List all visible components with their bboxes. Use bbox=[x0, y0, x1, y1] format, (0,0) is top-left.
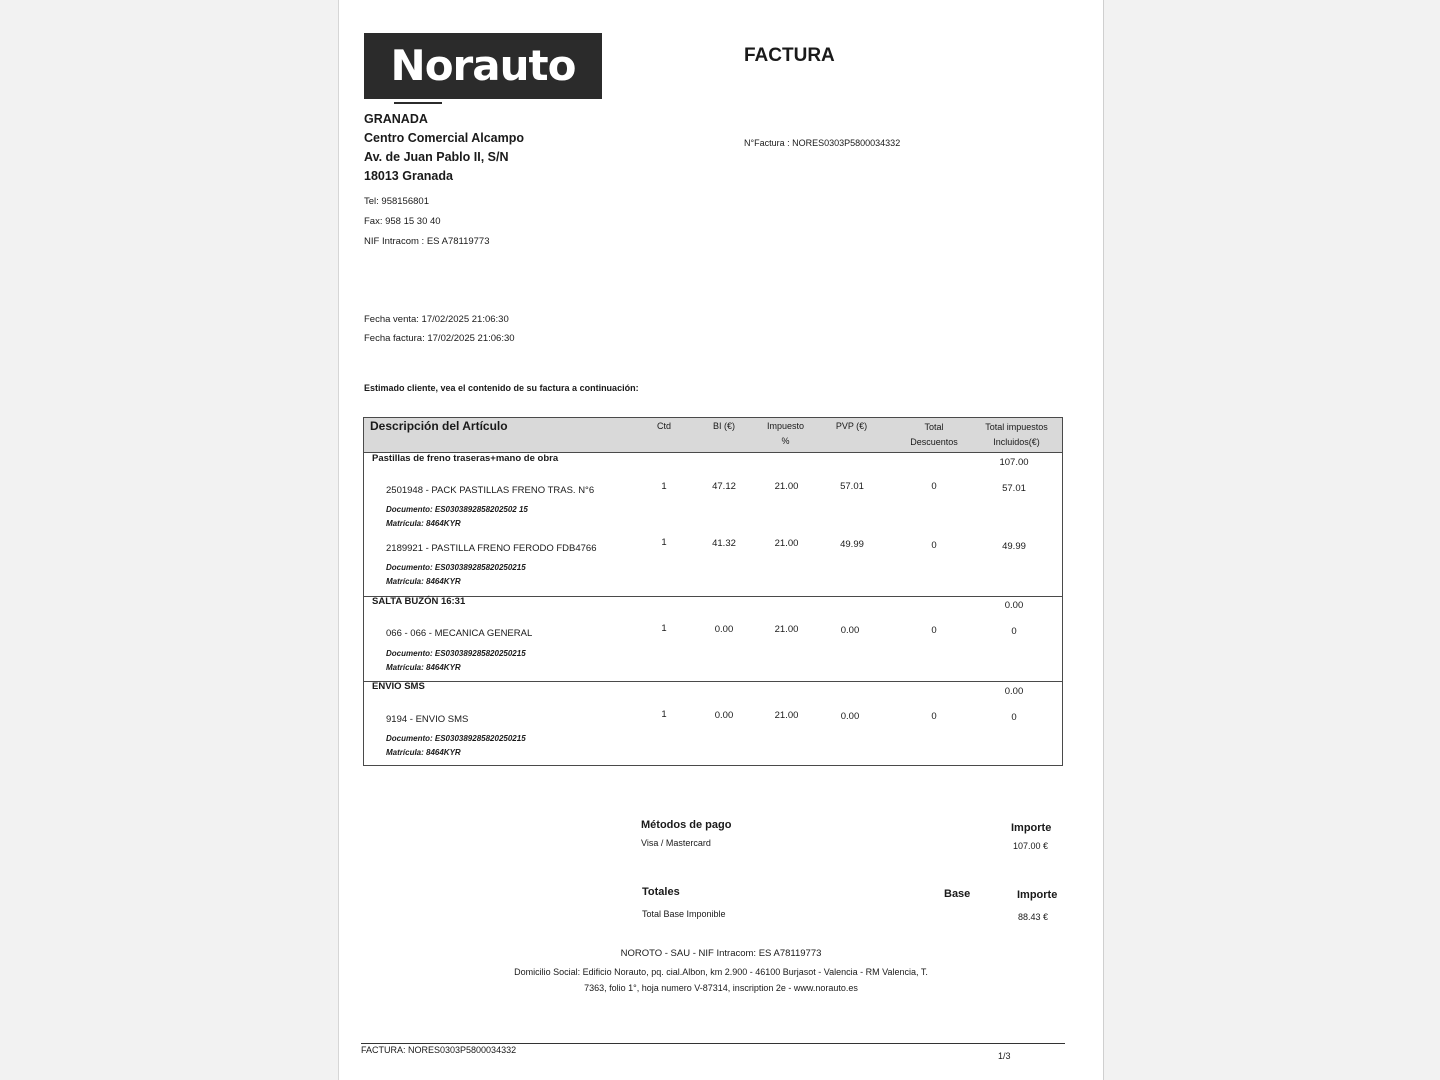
group-separator bbox=[364, 596, 1062, 597]
item-plate: Matrícula: 8464KYR bbox=[386, 577, 461, 586]
item-pvp: 0.00 bbox=[840, 711, 860, 722]
store-address-line3: 18013 Granada bbox=[364, 169, 453, 183]
store-phone: Tel: 958156801 bbox=[364, 196, 429, 207]
item-total: 0 bbox=[1011, 626, 1017, 637]
item-document: Documento: ES030389285820250215 bbox=[386, 563, 526, 572]
item-tax: 21.00 bbox=[774, 624, 799, 635]
header-total-line1: Total impuestos bbox=[985, 422, 1048, 432]
item-bi: 0.00 bbox=[714, 710, 734, 721]
item-bi: 41.32 bbox=[712, 538, 736, 549]
header-total bbox=[974, 420, 1059, 450]
item-pvp: 49.99 bbox=[840, 539, 864, 550]
item-total: 0 bbox=[1011, 712, 1017, 723]
item-description: 2501948 - PACK PASTILLAS FRENO TRAS. N°6 bbox=[386, 485, 595, 496]
header-tax-label: Impuesto bbox=[766, 421, 805, 431]
group-total: 0.00 bbox=[1004, 686, 1024, 697]
header-discounts bbox=[899, 420, 969, 450]
item-qty: 1 bbox=[661, 709, 667, 720]
invoice-date: Fecha factura: 17/02/2025 21:06:30 bbox=[364, 333, 515, 344]
payment-amount: 107.00 € bbox=[1013, 841, 1049, 851]
legal-line-2: Domicilio Social: Edificio Norauto, pq. cial.Albon, km 2.900 - 46100 Burjasot - Valencia - RM Valencia, T. bbox=[514, 967, 928, 977]
item-document: Documento: ES0303892858202502 15 bbox=[386, 505, 528, 514]
item-plate: Matrícula: 8464KYR bbox=[386, 748, 461, 757]
item-discount: 0 bbox=[931, 481, 937, 492]
norauto-logo: Norauto bbox=[364, 33, 602, 99]
item-discount: 0 bbox=[931, 625, 937, 636]
invoice-number: N°Factura : NORES0303P5800034332 bbox=[744, 138, 901, 148]
item-bi: 0.00 bbox=[714, 624, 734, 635]
item-discount: 0 bbox=[931, 711, 937, 722]
payment-amount-heading: Importe bbox=[1011, 822, 1052, 834]
item-qty: 1 bbox=[661, 537, 667, 548]
header-qty: Ctd bbox=[656, 421, 671, 431]
item-bi: 47.12 bbox=[712, 481, 736, 492]
header-bi: BI (€) bbox=[712, 421, 735, 431]
totals-amount-heading: Importe bbox=[1017, 889, 1058, 901]
items-table bbox=[363, 417, 1063, 766]
group-title: ENVIO SMS bbox=[372, 681, 425, 692]
footer-invoice-ref: FACTURA: NORES0303P5800034332 bbox=[361, 1045, 517, 1055]
item-tax: 21.00 bbox=[774, 538, 799, 549]
header-tax bbox=[758, 419, 813, 449]
header-pvp: PVP (€) bbox=[835, 421, 868, 431]
item-total: 57.01 bbox=[1002, 483, 1026, 494]
item-description: 9194 - ENVIO SMS bbox=[386, 714, 469, 725]
sale-date: Fecha venta: 17/02/2025 21:06:30 bbox=[364, 314, 509, 325]
greeting-text: Estimado cliente, vea el contenido de su factura a continuación: bbox=[364, 383, 639, 393]
header-discounts-line1: Total bbox=[924, 422, 944, 432]
group-total: 107.00 bbox=[999, 457, 1029, 468]
group-total: 0.00 bbox=[1004, 600, 1024, 611]
item-qty: 1 bbox=[661, 623, 667, 634]
page-number: 1/3 bbox=[998, 1051, 1011, 1061]
header-tax-unit: % bbox=[781, 436, 790, 446]
item-tax: 21.00 bbox=[774, 481, 799, 492]
item-plate: Matrícula: 8464KYR bbox=[386, 519, 461, 528]
document-title: FACTURA bbox=[744, 45, 835, 66]
store-address-line2: Av. de Juan Pablo II, S/N bbox=[364, 150, 509, 164]
item-plate: Matrícula: 8464KYR bbox=[386, 663, 461, 672]
header-total-line2: Incluidos(€) bbox=[993, 437, 1040, 447]
item-qty: 1 bbox=[661, 481, 667, 492]
item-total: 49.99 bbox=[1002, 541, 1026, 552]
payment-method: Visa / Mastercard bbox=[641, 838, 711, 848]
group-title: SALTA BUZÓN 16:31 bbox=[372, 596, 466, 607]
footer-rule bbox=[361, 1043, 1065, 1044]
payment-methods-heading: Métodos de pago bbox=[641, 819, 732, 831]
store-city: GRANADA bbox=[364, 112, 428, 126]
legal-line-3: 7363, folio 1°, hoja numero V-87314, inscription 2e - www.norauto.es bbox=[584, 983, 858, 993]
group-title: Pastillas de freno traseras+mano de obra bbox=[372, 453, 559, 464]
item-document: Documento: ES030389285820250215 bbox=[386, 734, 526, 743]
item-document: Documento: ES030389285820250215 bbox=[386, 649, 526, 658]
group-separator bbox=[364, 681, 1062, 682]
total-base-label: Total Base Imponible bbox=[642, 909, 726, 919]
store-fax: Fax: 958 15 30 40 bbox=[364, 216, 441, 227]
item-description: 066 - 066 - MECANICA GENERAL bbox=[386, 628, 533, 639]
item-discount: 0 bbox=[931, 540, 937, 551]
item-tax: 21.00 bbox=[774, 710, 799, 721]
invoice-page bbox=[338, 0, 1104, 1080]
item-pvp: 57.01 bbox=[840, 481, 864, 492]
table-header bbox=[364, 418, 1062, 453]
header-description: Descripción del Artículo bbox=[370, 419, 508, 433]
legal-line-1: NOROTO - SAU - NIF Intracom: ES A78119773 bbox=[620, 948, 822, 959]
logo-underline bbox=[394, 102, 442, 104]
store-address-line1: Centro Comercial Alcampo bbox=[364, 131, 524, 145]
totals-heading: Totales bbox=[642, 886, 680, 898]
item-description: 2189921 - PASTILLA FRENO FERODO FDB4766 bbox=[386, 543, 597, 554]
item-pvp: 0.00 bbox=[840, 625, 860, 636]
store-nif: NIF Intracom : ES A78119773 bbox=[364, 236, 490, 247]
header-discounts-line2: Descuentos bbox=[910, 437, 958, 447]
totals-base-heading: Base bbox=[944, 888, 971, 900]
total-base-amount: 88.43 € bbox=[1018, 912, 1049, 922]
